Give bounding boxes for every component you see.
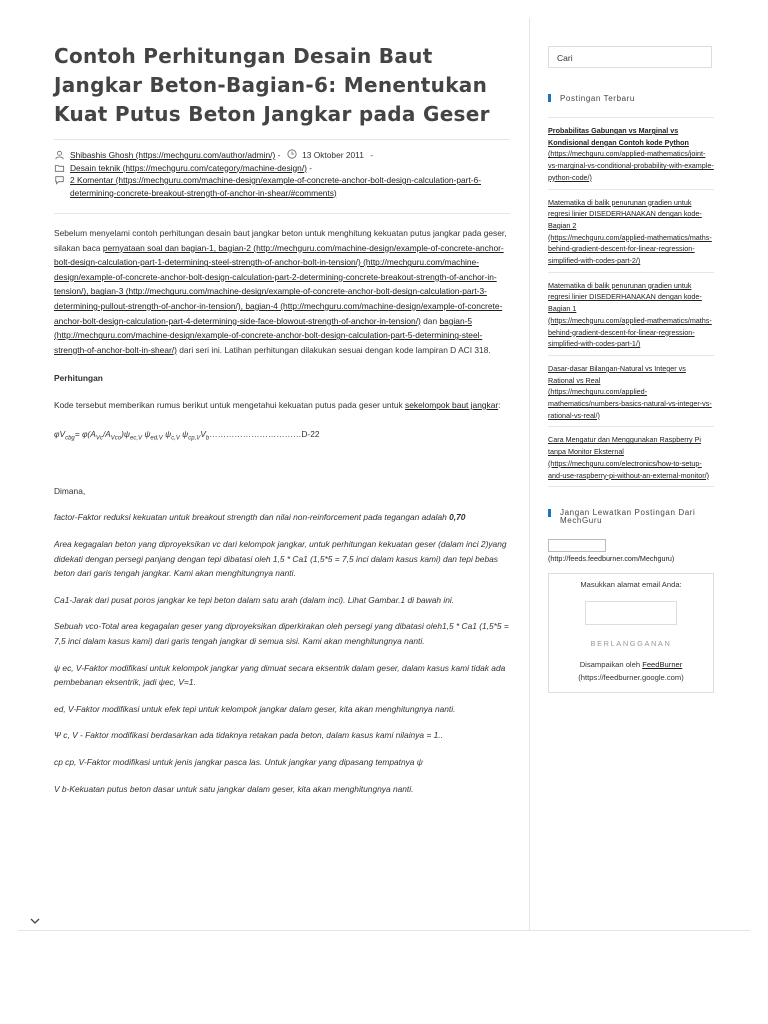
recent-post-item[interactable] (548, 118, 714, 190)
meta-author-line (54, 149, 510, 162)
post-meta (54, 139, 510, 214)
intro-text: dan (420, 315, 440, 326)
comment-icon (54, 175, 65, 185)
recent-post-title[interactable]: Matematika di balik penurunan gradien untuk regresi linier DISEDERHANAKAN dengan kode-Bagian 1 (548, 280, 702, 314)
def-phi-value: 0,70 (449, 512, 466, 523)
recent-post-url[interactable]: (https://mechguru.com/electronics/how-to-setup-and-use-raspberry-pi-without-an-external-monitor/) (548, 458, 709, 480)
recent-post-item[interactable] (548, 273, 714, 356)
recent-post-title[interactable]: Dasar-dasar Bilangan-Natural vs Integer vs Rational vs Real (548, 363, 686, 385)
meta-category-line (54, 162, 510, 175)
formula-intro-text: Kode tersebut memberikan rumus berikut untuk mengetahui kekuatan putus pada geser untuk (54, 399, 406, 410)
comments-link[interactable]: 2 Komentar (https://mechguru.com/machine-design/example-of-concrete-anchor-bolt-design-calculation-part-6-determining-concrete-breakout-strength-of-anchor-in-shear/#comments) (70, 175, 482, 198)
intro-text: Sebelum menyelami contoh perhitungan desain baut jangkar beton untuk menghitung kekuatan putus jangkar pada geser, silakan baca (54, 228, 507, 253)
recent-post-item[interactable] (548, 427, 714, 487)
delivered-by (549, 658, 713, 684)
article-title: Contoh Perhitungan Desain Baut Jangkar Beton-Bagian-6: Menentukan Kuat Putus Beton Jangkar pada Geser (54, 44, 490, 126)
delivered-by-text: Disampaikan oleh (579, 660, 643, 670)
formula-intro-text: : (498, 399, 501, 410)
def-psi-c: Ψ c, V - Faktor modifikasi berdasarkan ada tidaknya retakan pada beton, dalam kasus kami nilainya = 1.. (54, 730, 443, 741)
def-avco: Sebuah vco-Total area kegagalan geser yang diproyeksikan diperkirakan oleh persegi yang dibatasi oleh1,5 * Ca1 (1,5*5 = 7,5 inci dalam kasus kami) dari garis tengah jangkar di semua sisi. Kami akan menghitungnya nanti. (54, 621, 509, 646)
feed-url[interactable]: (http://feeds.feedburner.com/Mechguru) (548, 554, 675, 564)
formula-equation-number: ……………………………D-22 (209, 428, 320, 439)
chevron-down-icon[interactable] (28, 916, 42, 926)
recent-post-url[interactable]: (https://mechguru.com/applied-mathematics/maths-behind-gradient-descent-for-linear-regression-simplified-with-codes-part-2/) (548, 232, 712, 266)
def-phi (54, 510, 510, 525)
section-heading: Perhitungan (54, 373, 103, 384)
anchor-group-link[interactable]: sekelompok baut jangkar (405, 399, 499, 410)
feed-image[interactable] (548, 539, 606, 552)
user-icon (54, 150, 65, 160)
sidebar (548, 46, 714, 693)
def-psi-ed: ed, V-Faktor modifikasi untuk efek tepi untuk kelompok jangkar dalam geser, kita akan menghitungnya nanti. (54, 703, 456, 714)
def-vb: V b-Kekuatan putus beton dasar untuk satu jangkar dalam geser, kita akan menghitungnya nanti. (54, 783, 414, 794)
search-input[interactable]: Cari (548, 46, 712, 68)
intro-text: dari seri ini. Latihan perhitungan dilakukan sesuai dengan kode lampiran D ACI 318. (176, 344, 491, 355)
recent-post-url[interactable]: (https://mechguru.com/applied-mathematics/joint-vs-marginal-vs-conditional-probability-with-example-python-code/) (548, 149, 714, 182)
subscribe-button[interactable]: BERLANGGANAN (590, 639, 672, 649)
recent-posts-list (548, 117, 714, 487)
article (54, 42, 510, 808)
def-psi-ec: ψ ec, V-Faktor modifikasi untuk kelompok jangkar yang dimuat secara eksentrik dalam geser, dalam kasus kami tidak ada pembebanan eksentrik, jadi ψec, V=1. (54, 662, 506, 688)
feedburner-link[interactable]: FeedBurner (642, 660, 683, 670)
recent-post-item[interactable] (548, 356, 714, 428)
def-psi-cp: cp cp, V-Faktor modifikasi untuk jenis jangkar pasca las. Untuk jangkar yang dipasang tempatnya ψ (54, 756, 423, 767)
clock-icon (287, 149, 297, 159)
meta-separator: - (370, 150, 373, 160)
recent-post-item[interactable] (548, 190, 714, 273)
meta-separator: - (277, 150, 281, 160)
formula-d22: $\varphi V_{cbg}= \varphi(A_{Vc}/A_{Vco})\psi_{ec,V}$ $\psi_{ed,V}$ $\psi_{c,V}$ $\psi_{cp,V}V_b\dots\dots\dots\dots\dots\dots\dots\dots\dots\dots\dots D-22$ (54, 428, 320, 442)
column-divider (529, 18, 530, 930)
where-label: Dimana, (54, 485, 86, 496)
post-date: 13 Oktober 2011 (302, 150, 364, 160)
recent-post-title[interactable]: Cara Mengatur dan Menggunakan Raspberry Pi tanpa Monitor Eksternal (548, 435, 702, 457)
footer-divider (18, 930, 750, 931)
meta-separator: - (309, 162, 313, 173)
folder-icon (54, 163, 65, 173)
def-phi-text: factor-Faktor reduksi kekuatan untuk breakout strength dan nilai non-reinforcement pada tegangan adalah (54, 512, 450, 523)
follow-widget-title: Jangan Lewatkan Postingan Dari MechGuru (548, 509, 714, 525)
recent-post-title[interactable]: Matematika di balik penurunan gradien untuk regresi linier DISEDERHANAKAN dengan kode-Bagian 2 (548, 197, 702, 230)
recent-posts-title: Postingan Terbaru (548, 94, 714, 103)
article-body (54, 226, 510, 796)
subscribe-box (548, 573, 714, 693)
def-avc: Area kegagalan beton yang diproyeksikan vc dari kelompok jangkar, untuk perhitungan kekuatan geser (dalam inci 2)yang didekati dengan persegi panjang dengan tepi dibatasi oleh 1,5 * Ca1 (1,5*5 = 7,5 inci dalam kasus kami) dan tepi bebas beton dari garis tengah jangkar. Kami akan menghitungnya nanti. (54, 538, 507, 579)
category-link[interactable]: Desain teknik (https://mechguru.com/category/machine-design/) (70, 162, 307, 173)
email-label: Masukkan alamat email Anda: (580, 580, 682, 590)
feedburner-url[interactable]: (https://feedburner.google.com) (578, 673, 684, 683)
author-link[interactable]: Shibashis Ghosh (https://mechguru.com/author/admin/) (70, 150, 276, 160)
recent-post-url[interactable]: (https://mechguru.com/applied-mathematics/maths-behind-gradient-descent-for-linear-regression-simplified-with-codes-part-1/) (548, 315, 712, 349)
series-parts-link[interactable]: pernyataan soal dan bagian-1, bagian-2 (http://mechguru.com/machine-design/example-of-concrete-anchor-bolt-design-calculation-part-1-determining-steel-strength-of-anchor-bolt-in-tension/) (http://mechguru.com/machine-design/example-of-concrete-anchor-bolt-design-calculation-part-2-determining-concrete-breakout-strength-of-anchor-in-tension/), bagian-3 (http://mechguru.com/machine-design/example-of-concrete-anchor-bolt-design-calculation-part-3-determining-pullout-strength-of-anchor-in-tension/), bagian-4 (http://mechguru.com/machine-design/example-of-concrete-anchor-bolt-design-calculation-part-4-determining-side-face-blowout-strength-of-anchor-in-tension/) (54, 242, 504, 326)
recent-post-title[interactable]: Probabilitas Gabungan vs Marginal vs Kondisional dengan Contoh kode Python (548, 126, 689, 147)
intro-paragraph (54, 226, 510, 357)
formula-intro (54, 398, 510, 413)
meta-comments-line (54, 174, 510, 199)
recent-post-url[interactable]: (https://mechguru.com/applied-mathematics/numbers-basics-natural-vs-integer-vs-rational-vs-real/) (548, 387, 712, 420)
part5-link[interactable]: bagian-5 (http://mechguru.com/machine-design/example-of-concrete-anchor-bolt-design-calculation-part-5-determining-steel-strength-of-anchor-bolt-in-shear/) (54, 315, 483, 355)
email-field[interactable] (585, 601, 677, 625)
def-ca1: Ca1-Jarak dari pusat poros jangkar ke tepi beton dalam satu arah (dalam inci). Lihat Gambar.1 di bawah ini. (54, 594, 455, 605)
